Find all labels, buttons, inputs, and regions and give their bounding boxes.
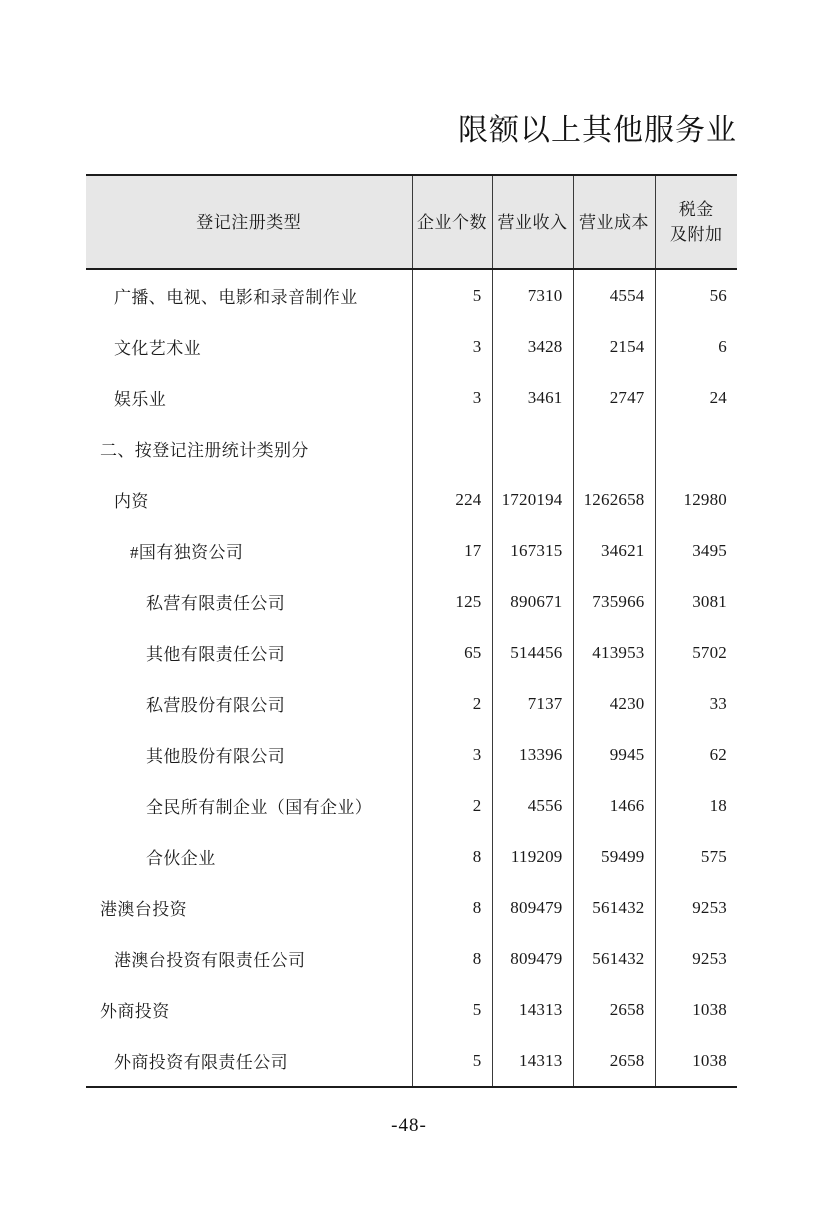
cell-tax-and-surcharges: 12980 (655, 474, 737, 525)
row-label: 全民所有制企业（国有企业） (146, 798, 373, 817)
cell-enterprise-count: 65 (412, 627, 492, 678)
cell-enterprise-count: 8 (412, 882, 492, 933)
table-row (86, 780, 737, 831)
table-row (86, 882, 737, 933)
row-label: 外商投资 (100, 1002, 170, 1021)
table-row (86, 269, 737, 321)
table-row (86, 627, 737, 678)
row-label: #国有独资公司 (130, 543, 244, 562)
row-label: 文化艺术业 (114, 339, 201, 358)
table-row (86, 474, 737, 525)
table-row (86, 678, 737, 729)
cell-tax-and-surcharges: 56 (655, 269, 737, 321)
cell-operating-revenue: 809479 (492, 882, 573, 933)
cell-operating-cost: 2658 (573, 984, 655, 1035)
row-label: 其他股份有限公司 (146, 747, 286, 766)
cell-tax-and-surcharges: 24 (655, 372, 737, 423)
cell-operating-cost (573, 423, 655, 474)
cell-enterprise-count: 224 (412, 474, 492, 525)
cell-enterprise-count (412, 423, 492, 474)
cell-enterprise-count: 3 (412, 729, 492, 780)
cell-operating-revenue: 167315 (492, 525, 573, 576)
cell-operating-cost: 561432 (573, 882, 655, 933)
cell-enterprise-count: 5 (412, 984, 492, 1035)
column-header-registration-type: 登记注册类型 (86, 175, 412, 269)
cell-operating-revenue: 7137 (492, 678, 573, 729)
cell-tax-and-surcharges: 9253 (655, 882, 737, 933)
table-row (86, 423, 737, 474)
column-header-tax-line1: 税金 (678, 200, 714, 219)
cell-operating-revenue: 13396 (492, 729, 573, 780)
cell-operating-cost: 1262658 (573, 474, 655, 525)
cell-enterprise-count: 2 (412, 678, 492, 729)
cell-operating-cost: 1466 (573, 780, 655, 831)
cell-tax-and-surcharges: 5702 (655, 627, 737, 678)
column-header-operating-revenue: 营业收入 (492, 175, 573, 269)
cell-enterprise-count: 3 (412, 321, 492, 372)
cell-tax-and-surcharges: 18 (655, 780, 737, 831)
table-header (86, 175, 737, 269)
row-label: 私营有限责任公司 (146, 594, 286, 613)
cell-operating-revenue: 14313 (492, 984, 573, 1035)
cell-operating-revenue: 1720194 (492, 474, 573, 525)
page-number: -48- (391, 1115, 427, 1136)
cell-operating-cost: 2154 (573, 321, 655, 372)
cell-operating-revenue: 3428 (492, 321, 573, 372)
row-label: 二、按登记注册统计类别分 (100, 441, 309, 460)
cell-tax-and-surcharges (655, 423, 737, 474)
cell-tax-and-surcharges: 3081 (655, 576, 737, 627)
cell-operating-cost: 735966 (573, 576, 655, 627)
cell-operating-revenue: 514456 (492, 627, 573, 678)
cell-operating-revenue: 890671 (492, 576, 573, 627)
table-row (86, 984, 737, 1035)
row-label: 港澳台投资有限责任公司 (114, 951, 306, 970)
cell-tax-and-surcharges: 3495 (655, 525, 737, 576)
cell-enterprise-count: 8 (412, 831, 492, 882)
cell-enterprise-count: 2 (412, 780, 492, 831)
cell-enterprise-count: 5 (412, 1035, 492, 1087)
cell-tax-and-surcharges: 1038 (655, 984, 737, 1035)
table-row (86, 831, 737, 882)
cell-operating-revenue: 4556 (492, 780, 573, 831)
cell-operating-revenue: 3461 (492, 372, 573, 423)
cell-operating-cost: 413953 (573, 627, 655, 678)
cell-operating-revenue (492, 423, 573, 474)
row-label: 私营股份有限公司 (146, 696, 286, 715)
cell-operating-cost: 561432 (573, 933, 655, 984)
cell-tax-and-surcharges: 6 (655, 321, 737, 372)
statistics-table (86, 174, 737, 1088)
cell-enterprise-count: 8 (412, 933, 492, 984)
cell-operating-cost: 2658 (573, 1035, 655, 1087)
cell-enterprise-count: 125 (412, 576, 492, 627)
table-row (86, 525, 737, 576)
cell-enterprise-count: 17 (412, 525, 492, 576)
column-header-operating-cost: 营业成本 (573, 175, 655, 269)
cell-operating-revenue: 14313 (492, 1035, 573, 1087)
table-row (86, 729, 737, 780)
row-label: 内资 (114, 492, 149, 511)
table-body (86, 269, 737, 1087)
cell-operating-cost: 2747 (573, 372, 655, 423)
page-title: 限额以上其他服务业 (458, 114, 737, 147)
row-label: 合伙企业 (146, 849, 216, 868)
cell-enterprise-count: 5 (412, 269, 492, 321)
cell-operating-cost: 9945 (573, 729, 655, 780)
column-header-tax-line2: 及附加 (670, 225, 723, 244)
cell-tax-and-surcharges: 575 (655, 831, 737, 882)
table-row (86, 576, 737, 627)
table-row (86, 321, 737, 372)
cell-operating-cost: 4554 (573, 269, 655, 321)
cell-operating-cost: 59499 (573, 831, 655, 882)
row-label: 广播、电视、电影和录音制作业 (114, 288, 358, 307)
column-header-tax-and-surcharges (655, 175, 737, 269)
row-label: 港澳台投资 (100, 900, 187, 919)
table-row (86, 1035, 737, 1087)
cell-operating-revenue: 809479 (492, 933, 573, 984)
cell-operating-revenue: 7310 (492, 269, 573, 321)
cell-enterprise-count: 3 (412, 372, 492, 423)
row-label: 外商投资有限责任公司 (86, 1035, 412, 1087)
cell-tax-and-surcharges: 1038 (655, 1035, 737, 1087)
row-label: 其他有限责任公司 (146, 645, 286, 664)
column-header-enterprise-count: 企业个数 (412, 175, 492, 269)
table-row (86, 372, 737, 423)
cell-tax-and-surcharges: 33 (655, 678, 737, 729)
cell-operating-revenue: 119209 (492, 831, 573, 882)
row-label: 娱乐业 (114, 390, 167, 409)
cell-tax-and-surcharges: 9253 (655, 933, 737, 984)
statistics-table-container (86, 174, 737, 1088)
cell-tax-and-surcharges: 62 (655, 729, 737, 780)
cell-operating-cost: 4230 (573, 678, 655, 729)
cell-operating-cost: 34621 (573, 525, 655, 576)
table-header-row (86, 175, 737, 269)
table-row (86, 933, 737, 984)
